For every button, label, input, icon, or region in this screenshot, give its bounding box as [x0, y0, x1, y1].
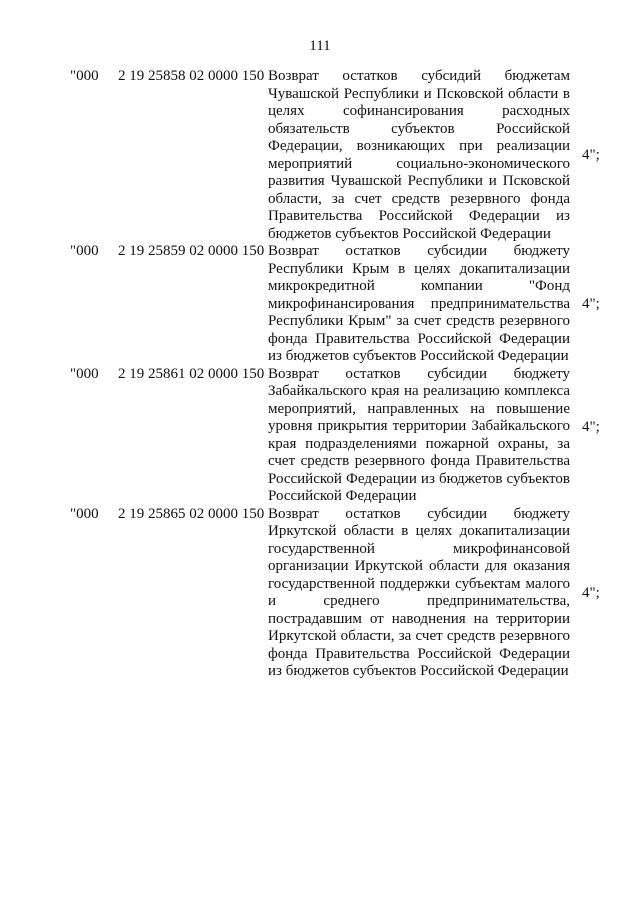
budget-classification-code: 2 19 25859 02 0000 150 — [118, 243, 265, 259]
budget-classification-code: 2 19 25858 02 0000 150 — [118, 68, 265, 84]
budget-classification-code: 2 19 25861 02 0000 150 — [118, 365, 265, 382]
entry-description: Возврат остатков субсидии бюджету Иркутской области в целях докапитализации государственной микрофинансовой организации Иркутской области для оказания государственной поддержки субъектам малого и среднего предпринимательства, пострадавшим от наводнения на территории Иркутской области, за счет средств резервного фонда Правительства Российской Федерации из бюджетов субъектов Российской Федерации — [268, 505, 570, 679]
entry-prefix: "000 — [70, 243, 99, 259]
entry-suffix: 4"; — [582, 584, 600, 601]
table-row — [0, 366, 640, 506]
table-row — [0, 243, 640, 366]
entry-description: Возврат остатков субсидии бюджету Забайкальского края на реализацию комплекса мероприятий, направленных на повышение уровня прикрытия территории Забайкальского края подразделениями пожарной охраны, за счет средств резервного фонда Правительства Российской Федерации из бюджетов субъектов Российской Федерации — [268, 365, 570, 504]
table-row — [0, 68, 640, 243]
entry-suffix: 4"; — [582, 296, 600, 312]
entries-table — [0, 68, 640, 681]
entry-prefix: "000 — [70, 505, 99, 522]
entry-suffix: 4"; — [582, 147, 600, 163]
page-number: 111 — [309, 38, 331, 54]
entry-prefix: "000 — [70, 68, 99, 84]
table-row — [0, 506, 640, 681]
entry-description: Возврат остатков субсидий бюджетам Чувашской Республики и Псковской области в целях софинансирования расходных обязательств субъектов Российской Федерации, возникающих при реализации мероприятий социально-экономического развития Чувашской Республики и Псковской области, за счет средств резервного фонда Правительства Российской Федерации из бюджетов субъектов Российской Федерации — [268, 68, 570, 242]
budget-classification-code: 2 19 25865 02 0000 150 — [118, 505, 265, 522]
entry-description: Возврат остатков субсидии бюджету Республики Крым в целях докапитализации микрокредитной компании "Фонд микрофинансирования предпринимательства Республики Крым" за счет средств резервного фонда Правительства Российской Федерации из бюджетов субъектов Российской Федерации — [268, 243, 570, 364]
entry-prefix: "000 — [70, 365, 99, 382]
entry-suffix: 4"; — [582, 418, 600, 435]
